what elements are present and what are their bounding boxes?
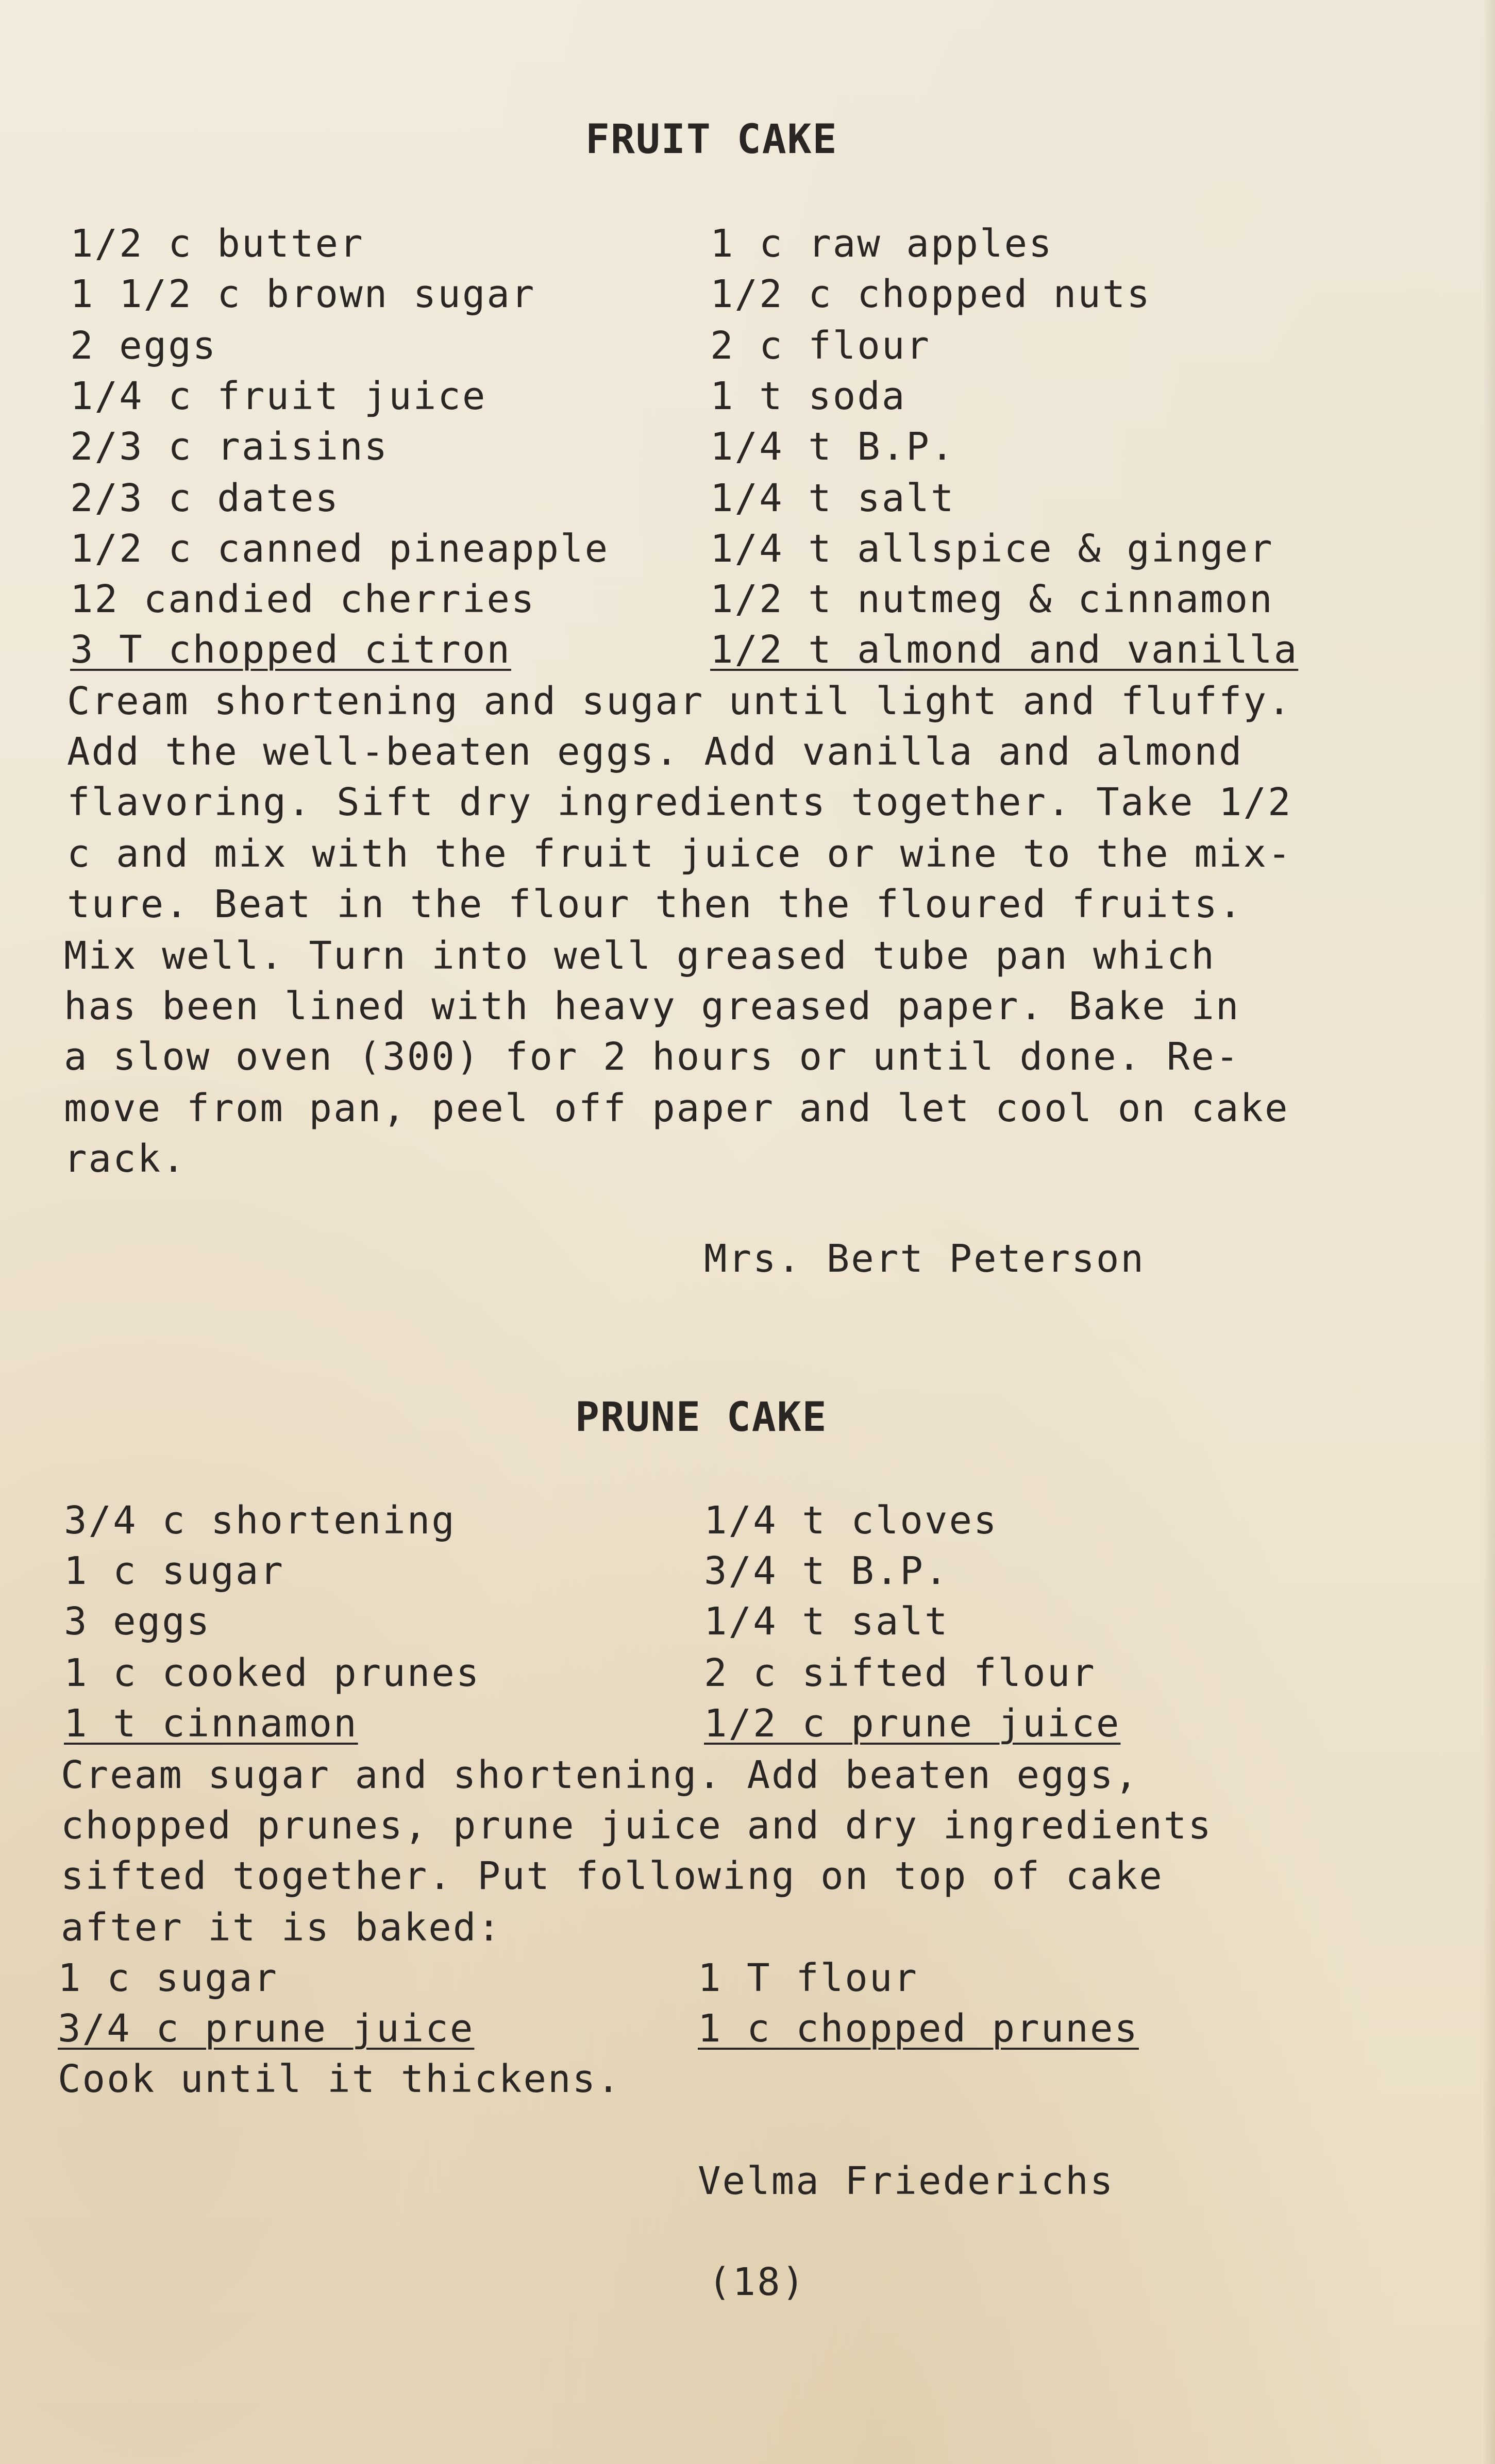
instruction-line: Add the well-beaten eggs. Add vanilla and almond xyxy=(67,730,1244,774)
ingredient-line: 1/2 c butter xyxy=(70,222,364,266)
ingredient-line: 3/4 t B.P. xyxy=(704,1549,949,1593)
instruction-line: sifted together. Put following on top of cake xyxy=(61,1854,1164,1898)
topping-line: 1 T flour xyxy=(698,1956,918,2000)
instruction-line: chopped prunes, prune juice and dry ingredients xyxy=(61,1803,1213,1848)
topping-line: 1 c sugar xyxy=(58,1956,278,2000)
ingredient-line: 3 T chopped citron xyxy=(70,628,511,672)
ingredient-line: 1/4 t B.P. xyxy=(710,425,955,469)
ingredient-line: 1 c raw apples xyxy=(710,222,1053,266)
ingredient-line: 1 t cinnamon xyxy=(64,1701,358,1746)
ingredient-line: 1 1/2 c brown sugar xyxy=(70,272,536,316)
instruction-line: has been lined with heavy greased paper. Bake in xyxy=(64,984,1240,1028)
ingredient-line: 3 eggs xyxy=(64,1599,211,1644)
ingredient-line: 1/4 t allspice & ginger xyxy=(710,527,1274,571)
prune-cake-author: Velma Friederichs xyxy=(698,2159,1115,2203)
ingredient-line: 2/3 c raisins xyxy=(70,425,389,469)
ingredient-line: 1 t soda xyxy=(710,374,906,418)
fruit-cake-author: Mrs. Bert Peterson xyxy=(704,1237,1145,1281)
ingredient-line: 1/2 c prune juice xyxy=(704,1701,1121,1746)
ingredient-line: 1/4 t salt xyxy=(704,1599,949,1644)
prune-cake-title: PRUNE CAKE xyxy=(575,1394,828,1441)
fruit-cake-title: FRUIT CAKE xyxy=(585,116,838,163)
ingredient-line: 1/2 t nutmeg & cinnamon xyxy=(710,577,1274,621)
ingredient-line: 1/4 c fruit juice xyxy=(70,374,487,418)
ingredient-line: 1/4 t salt xyxy=(710,476,955,520)
instruction-line: Cream shortening and sugar until light and fluffy. xyxy=(67,679,1292,723)
instruction-line: rack. xyxy=(64,1137,187,1181)
topping-line: 1 c chopped prunes xyxy=(698,2006,1139,2051)
instruction-line: a slow oven (300) for 2 hours or until done. Re- xyxy=(64,1035,1240,1079)
instruction-line: Cream sugar and shortening. Add beaten eggs, xyxy=(61,1753,1139,1797)
instruction-line: move from pan, peel off paper and let cool on cake xyxy=(64,1086,1289,1130)
ingredient-line: 1/2 t almond and vanilla xyxy=(710,628,1299,672)
ingredient-line: 2 c flour xyxy=(710,324,931,368)
instruction-line: flavoring. Sift dry ingredients together. Take 1/2 xyxy=(67,780,1292,824)
ingredient-line: 2 eggs xyxy=(70,324,217,368)
prune-cake-final-instruction: Cook until it thickens. xyxy=(58,2057,621,2101)
ingredient-line: 12 candied cherries xyxy=(70,577,536,621)
instruction-line: after it is baked: xyxy=(61,1905,502,1950)
ingredient-line: 2 c sifted flour xyxy=(704,1651,1096,1695)
ingredient-line: 3/4 c shortening xyxy=(64,1498,456,1543)
instruction-line: c and mix with the fruit juice or wine to the mix- xyxy=(67,832,1292,876)
ingredient-line: 1 c sugar xyxy=(64,1549,284,1593)
ingredient-line: 1/2 c canned pineapple xyxy=(70,527,610,571)
instruction-line: Mix well. Turn into well greased tube pan which xyxy=(64,934,1216,978)
ingredient-line: 1/4 t cloves xyxy=(704,1498,998,1543)
page-number: (18) xyxy=(708,2260,807,2304)
ingredient-line: 2/3 c dates xyxy=(70,476,340,520)
instruction-line: ture. Beat in the flour then the floured fruits. xyxy=(67,882,1244,926)
ingredient-line: 1 c cooked prunes xyxy=(64,1651,481,1695)
topping-line: 3/4 c prune juice xyxy=(58,2006,475,2051)
ingredient-line: 1/2 c chopped nuts xyxy=(710,272,1151,316)
